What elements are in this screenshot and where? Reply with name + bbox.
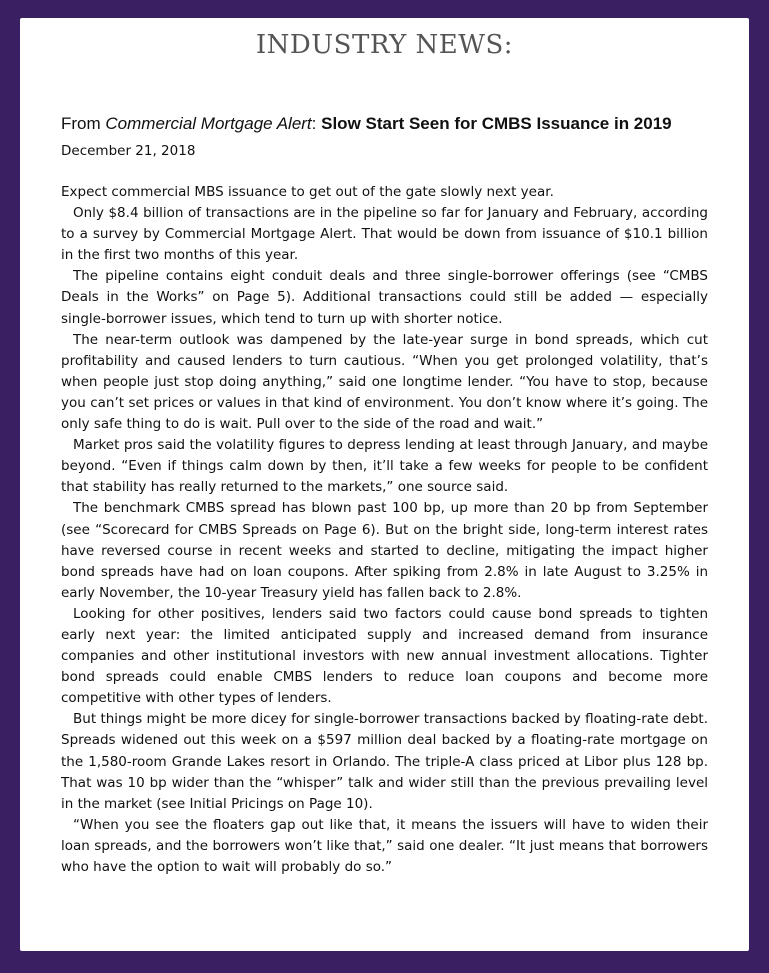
article-paragraph: The benchmark CMBS spread has blown past 100 bp, up more than 20 bp from September (see “Scorecard for CMBS Spreads on Page 6). But on the bright side, long-term interest rates have reversed course in recent weeks and started to decline, mitigating the impact higher bond spreads have had on loan coupons. After spiking from 2.8% in late August to 3.25% in early November, the 10-year Treasury yield has fallen back to 2.8%. [61, 500, 708, 601]
article-paragraph: But things might be more dicey for single-borrower transactions backed by floating-rate debt. Spreads widened out this week on a $597 million deal backed by a floating-rate mortgage on the 1,580-room Grande Lakes resort in Orlando. The triple-A class priced at Libor plus 128 bp. That was 10 bp wider than the “whisper” talk and wider still than the previous prevailing level in the market (see Initial Pricings on Page 10). [61, 711, 708, 812]
article-paragraph: The near-term outlook was dampened by the late-year surge in bond spreads, which cut profitability and caused lenders to turn cautious. “When you get prolonged volatility, that’s when people just stop doing anything,” said one longtime lender. “You have to stop, because you can’t set prices or values in that kind of environment. You don’t know where it’s going. The only safe thing to do is wait. Pull over to the side of the road and wait.” [61, 331, 708, 433]
byline-prefix: From [61, 114, 106, 133]
article-date: December 21, 2018 [61, 143, 196, 159]
newsletter-panel [20, 18, 749, 951]
article-paragraph: “When you see the floaters gap out like that, it means the issuers will have to widen their loan spreads, and the borrowers won’t like that,” said one dealer. “It just means that borrowers who have the option to wait will probably do so.” [61, 816, 708, 875]
article-body [61, 182, 708, 878]
publication-name: Commercial Mortgage Alert [105, 114, 312, 133]
byline-separator: : [311, 114, 322, 133]
article-paragraph: Looking for other positives, lenders said two factors could cause bond spreads to tighten early next year: the limited anticipated supply and increased demand from insurance companies and other institutional investors with new annual investment allocations. Tighter bond spreads could enable CMBS lenders to reduce loan coupons and become more competitive with other types of lenders. [61, 605, 708, 707]
article-paragraph: Market pros said the volatility figures to depress lending at least through January, and maybe beyond. “Even if things calm down by then, it’ll take a few weeks for people to be confident that stability has really returned to the markets,” one source said. [61, 437, 708, 496]
article-paragraph: Only $8.4 billion of transactions are in the pipeline so far for January and February, according to a survey by Commercial Mortgage Alert. That would be down from issuance of $10.1 billion in the first two months of this year. [61, 205, 708, 264]
article-byline [61, 113, 708, 135]
article-paragraph: Expect commercial MBS issuance to get out of the gate slowly next year. [61, 184, 554, 200]
section-heading: INDUSTRY NEWS: [255, 30, 514, 60]
news-article [61, 113, 708, 878]
article-paragraph: The pipeline contains eight conduit deals and three single-borrower offerings (see “CMBS Deals in the Works” on Page 5). Additional transactions could still be added — especially single-borrower issues, which tend to turn up with shorter notice. [61, 268, 708, 327]
article-title: Slow Start Seen for CMBS Issuance in 2019 [321, 114, 672, 133]
